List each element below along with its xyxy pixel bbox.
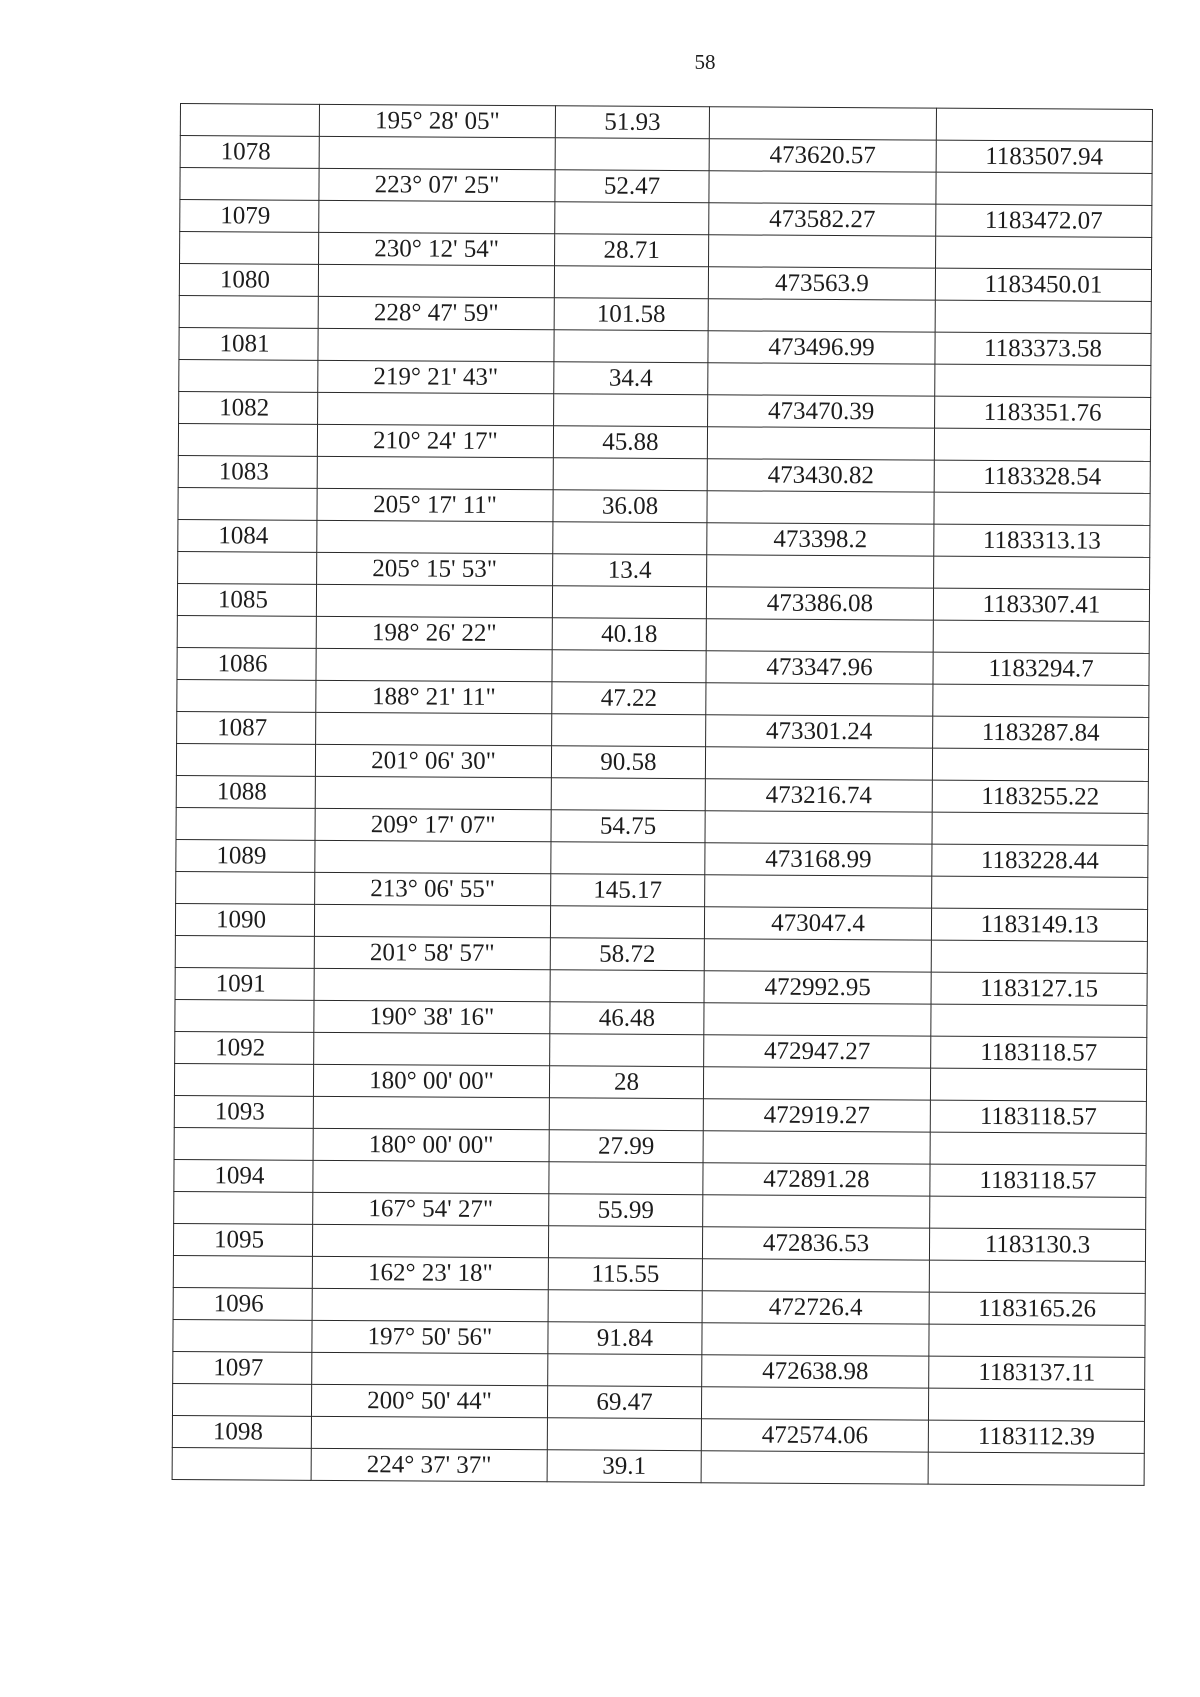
x-coordinate-cell: 472726.4: [702, 1291, 929, 1324]
distance-cell: 27.99: [549, 1130, 703, 1163]
x-coordinate-cell: 472947.27: [704, 1035, 931, 1068]
empty-cell: [319, 200, 555, 233]
x-coordinate-cell: 472992.95: [704, 971, 931, 1004]
point-id-cell: 1098: [172, 1415, 311, 1448]
y-coordinate-cell: 1183118.57: [930, 1164, 1146, 1197]
empty-cell: [931, 940, 1147, 973]
empty-cell: [173, 1319, 312, 1352]
empty-cell: [174, 1063, 313, 1096]
empty-cell: [547, 1418, 701, 1451]
empty-cell: [709, 107, 936, 140]
empty-cell: [930, 1196, 1146, 1229]
empty-cell: [934, 428, 1150, 461]
y-coordinate-cell: 1183130.3: [929, 1228, 1145, 1261]
empty-cell: [936, 108, 1152, 141]
empty-cell: [552, 714, 706, 747]
empty-cell: [548, 1354, 702, 1387]
empty-cell: [317, 456, 553, 489]
empty-cell: [550, 906, 704, 939]
empty-cell: [554, 394, 708, 427]
empty-cell: [929, 1324, 1145, 1357]
empty-cell: [703, 1067, 930, 1100]
y-coordinate-cell: 1183307.41: [933, 588, 1149, 621]
y-coordinate-cell: 1183255.22: [932, 780, 1148, 813]
empty-cell: [318, 264, 554, 297]
empty-cell: [315, 776, 551, 809]
x-coordinate-cell: 473470.39: [708, 395, 935, 428]
point-id-cell: 1094: [174, 1159, 313, 1192]
x-coordinate-cell: 473496.99: [708, 331, 935, 364]
empty-cell: [172, 1447, 311, 1480]
bearing-cell: 162° 23' 18": [312, 1256, 548, 1289]
y-coordinate-cell: 1183149.13: [931, 908, 1147, 941]
empty-cell: [552, 650, 706, 683]
point-id-cell: 1088: [176, 775, 315, 808]
point-id-cell: 1092: [175, 1031, 314, 1064]
y-coordinate-cell: 1183165.26: [929, 1292, 1145, 1325]
empty-cell: [936, 172, 1152, 205]
y-coordinate-cell: 1183228.44: [932, 844, 1148, 877]
bearing-cell: 180° 00' 00": [313, 1064, 549, 1097]
distance-cell: 34.4: [554, 362, 708, 395]
empty-cell: [312, 1288, 548, 1321]
empty-cell: [704, 1003, 931, 1036]
empty-cell: [705, 811, 932, 844]
empty-cell: [318, 328, 554, 361]
bearing-cell: 224° 37' 37": [311, 1448, 547, 1481]
empty-cell: [172, 1383, 311, 1416]
y-coordinate-cell: 1183127.15: [931, 972, 1147, 1005]
y-coordinate-cell: 1183287.84: [933, 716, 1149, 749]
empty-cell: [935, 300, 1151, 333]
distance-cell: 54.75: [551, 810, 705, 843]
page-number: 58: [694, 50, 716, 74]
empty-cell: [178, 423, 317, 456]
empty-cell: [315, 840, 551, 873]
y-coordinate-cell: 1183313.13: [934, 524, 1150, 557]
x-coordinate-cell: 473582.27: [709, 203, 936, 236]
distance-cell: 69.47: [547, 1386, 701, 1419]
empty-cell: [930, 1068, 1146, 1101]
bearing-cell: 213° 06' 55": [315, 872, 551, 905]
empty-cell: [176, 871, 315, 904]
distance-cell: 52.47: [555, 170, 709, 203]
empty-cell: [313, 1160, 549, 1193]
bearing-cell: 197° 50' 56": [312, 1320, 548, 1353]
empty-cell: [548, 1226, 702, 1259]
empty-cell: [180, 168, 319, 201]
empty-cell: [709, 171, 936, 204]
empty-cell: [175, 935, 314, 968]
empty-cell: [177, 615, 316, 648]
empty-cell: [174, 1127, 313, 1160]
empty-cell: [551, 842, 705, 875]
empty-cell: [932, 812, 1148, 845]
x-coordinate-cell: 472919.27: [703, 1099, 930, 1132]
empty-cell: [313, 1096, 549, 1129]
table-body: [172, 104, 1152, 1486]
empty-cell: [549, 1098, 703, 1131]
bearing-cell: 167° 54' 27": [313, 1192, 549, 1225]
empty-cell: [702, 1323, 929, 1356]
empty-cell: [311, 1416, 547, 1449]
empty-cell: [555, 202, 709, 235]
distance-cell: 101.58: [554, 298, 708, 331]
distance-cell: 55.99: [549, 1194, 703, 1227]
empty-cell: [706, 619, 933, 652]
distance-cell: 40.18: [552, 618, 706, 651]
empty-cell: [314, 968, 550, 1001]
y-coordinate-cell: 1183112.39: [928, 1420, 1144, 1453]
empty-cell: [707, 555, 934, 588]
empty-cell: [708, 299, 935, 332]
distance-cell: 91.84: [548, 1322, 702, 1355]
empty-cell: [552, 586, 706, 619]
bearing-cell: 230° 12' 54": [319, 232, 555, 265]
x-coordinate-cell: 473430.82: [707, 459, 934, 492]
point-id-cell: 1084: [178, 519, 317, 552]
segment-row: [172, 1447, 1144, 1485]
empty-cell: [178, 551, 317, 584]
point-id-cell: 1080: [179, 264, 318, 297]
y-coordinate-cell: 1183507.94: [936, 140, 1152, 173]
empty-cell: [931, 1004, 1147, 1037]
distance-cell: 90.58: [551, 746, 705, 779]
empty-cell: [706, 683, 933, 716]
distance-cell: 28.71: [555, 234, 709, 267]
bearing-cell: 201° 06' 30": [315, 744, 551, 777]
point-id-cell: 1087: [177, 711, 316, 744]
empty-cell: [551, 778, 705, 811]
empty-cell: [932, 748, 1148, 781]
empty-cell: [702, 1259, 929, 1292]
distance-cell: 39.1: [547, 1450, 701, 1483]
bearing-cell: 228° 47' 59": [318, 296, 554, 329]
empty-cell: [550, 970, 704, 1003]
empty-cell: [176, 743, 315, 776]
x-coordinate-cell: 472891.28: [703, 1163, 930, 1196]
empty-cell: [701, 1451, 928, 1484]
bearing-cell: 190° 38' 16": [314, 1000, 550, 1033]
bearing-cell: 223° 07' 25": [319, 168, 555, 201]
empty-cell: [312, 1224, 548, 1257]
bearing-cell: 209° 17' 07": [315, 808, 551, 841]
y-coordinate-cell: 1183472.07: [936, 204, 1152, 237]
empty-cell: [928, 1388, 1144, 1421]
point-id-cell: 1096: [173, 1287, 312, 1320]
x-coordinate-cell: 473216.74: [705, 779, 932, 812]
empty-cell: [550, 1034, 704, 1067]
empty-cell: [705, 875, 932, 908]
x-coordinate-cell: 472836.53: [702, 1227, 929, 1260]
bearing-cell: 180° 00' 00": [313, 1128, 549, 1161]
bearing-cell: 188° 21' 11": [316, 680, 552, 713]
x-coordinate-cell: 473168.99: [705, 843, 932, 876]
empty-cell: [178, 487, 317, 520]
empty-cell: [177, 679, 316, 712]
empty-cell: [554, 266, 708, 299]
empty-cell: [176, 807, 315, 840]
bearing-cell: 200° 50' 44": [311, 1384, 547, 1417]
y-coordinate-cell: 1183294.7: [933, 652, 1149, 685]
empty-cell: [316, 584, 552, 617]
empty-cell: [548, 1290, 702, 1323]
empty-cell: [929, 1260, 1145, 1293]
distance-cell: 115.55: [548, 1258, 702, 1291]
point-id-cell: 1091: [175, 967, 314, 1000]
empty-cell: [933, 684, 1149, 717]
empty-cell: [553, 522, 707, 555]
empty-cell: [554, 330, 708, 363]
point-id-cell: 1090: [175, 903, 314, 936]
distance-cell: 13.4: [553, 554, 707, 587]
empty-cell: [314, 1032, 550, 1065]
bearing-cell: 195° 28' 05": [319, 104, 555, 137]
distance-cell: 46.48: [550, 1002, 704, 1035]
point-id-cell: 1085: [177, 583, 316, 616]
point-id-cell: 1086: [177, 647, 316, 680]
empty-cell: [179, 359, 318, 392]
empty-cell: [553, 458, 707, 491]
x-coordinate-cell: 472638.98: [702, 1355, 929, 1388]
y-coordinate-cell: 1183328.54: [934, 460, 1150, 493]
distance-cell: 36.08: [553, 490, 707, 523]
empty-cell: [701, 1387, 928, 1420]
empty-cell: [314, 904, 550, 937]
point-id-cell: 1097: [173, 1351, 312, 1384]
x-coordinate-cell: 473347.96: [706, 651, 933, 684]
empty-cell: [316, 648, 552, 681]
x-coordinate-cell: 473398.2: [707, 523, 934, 556]
bearing-cell: 210° 24' 17": [317, 424, 553, 457]
point-id-cell: 1082: [179, 391, 318, 424]
y-coordinate-cell: 1183137.11: [929, 1356, 1145, 1389]
x-coordinate-cell: 473563.9: [708, 267, 935, 300]
empty-cell: [175, 999, 314, 1032]
empty-cell: [704, 939, 931, 972]
point-id-cell: 1078: [180, 136, 319, 169]
empty-cell: [932, 876, 1148, 909]
distance-cell: 47.22: [552, 682, 706, 715]
distance-cell: 45.88: [553, 426, 707, 459]
empty-cell: [703, 1195, 930, 1228]
empty-cell: [179, 295, 318, 328]
x-coordinate-cell: 472574.06: [701, 1419, 928, 1452]
x-coordinate-cell: 473620.57: [709, 139, 936, 172]
empty-cell: [928, 1452, 1144, 1485]
bearing-cell: 219° 21' 43": [318, 360, 554, 393]
empty-cell: [703, 1131, 930, 1164]
empty-cell: [934, 492, 1150, 525]
point-id-cell: 1093: [174, 1095, 313, 1128]
empty-cell: [180, 232, 319, 265]
point-id-cell: 1095: [173, 1223, 312, 1256]
point-id-cell: 1081: [179, 327, 318, 360]
coordinates-table: [172, 103, 1153, 1486]
empty-cell: [317, 520, 553, 553]
empty-cell: [934, 556, 1150, 589]
x-coordinate-cell: 473386.08: [706, 587, 933, 620]
empty-cell: [319, 136, 555, 169]
y-coordinate-cell: 1183373.58: [935, 332, 1151, 365]
bearing-cell: 205° 15' 53": [317, 552, 553, 585]
empty-cell: [555, 138, 709, 171]
empty-cell: [173, 1255, 312, 1288]
empty-cell: [705, 747, 932, 780]
empty-cell: [707, 427, 934, 460]
y-coordinate-cell: 1183118.57: [930, 1100, 1146, 1133]
empty-cell: [180, 104, 319, 137]
distance-cell: 28: [549, 1066, 703, 1099]
empty-cell: [318, 392, 554, 425]
distance-cell: 58.72: [550, 938, 704, 971]
empty-cell: [935, 364, 1151, 397]
empty-cell: [709, 235, 936, 268]
bearing-cell: 201° 58' 57": [314, 936, 550, 969]
y-coordinate-cell: 1183450.01: [935, 268, 1151, 301]
empty-cell: [174, 1191, 313, 1224]
y-coordinate-cell: 1183351.76: [935, 396, 1151, 429]
bearing-cell: 205° 17' 11": [317, 488, 553, 521]
empty-cell: [708, 363, 935, 396]
empty-cell: [549, 1162, 703, 1195]
distance-cell: 145.17: [551, 874, 705, 907]
point-id-cell: 1079: [180, 200, 319, 233]
bearing-cell: 198° 26' 22": [316, 616, 552, 649]
x-coordinate-cell: 473301.24: [706, 715, 933, 748]
distance-cell: 51.93: [555, 106, 709, 139]
point-id-cell: 1083: [178, 455, 317, 488]
point-id-cell: 1089: [176, 839, 315, 872]
empty-cell: [936, 236, 1152, 269]
y-coordinate-cell: 1183118.57: [931, 1036, 1147, 1069]
empty-cell: [930, 1132, 1146, 1165]
empty-cell: [707, 491, 934, 524]
empty-cell: [933, 620, 1149, 653]
empty-cell: [312, 1352, 548, 1385]
empty-cell: [316, 712, 552, 745]
x-coordinate-cell: 473047.4: [704, 907, 931, 940]
